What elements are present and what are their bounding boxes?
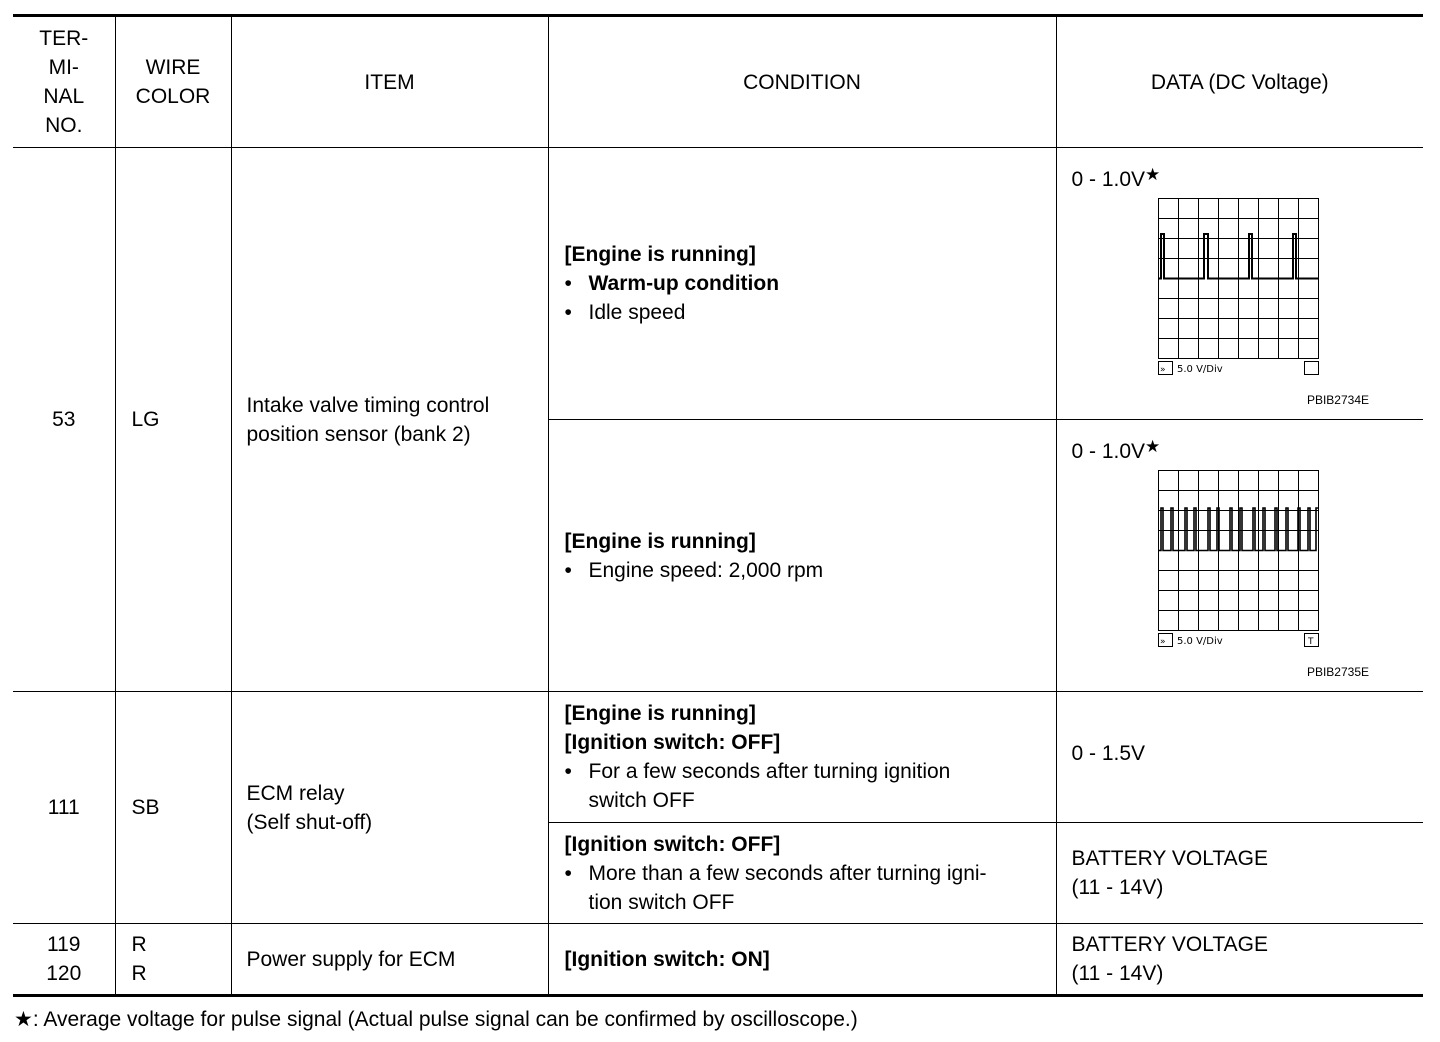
wire-color-cell: SB — [115, 692, 231, 924]
data-cell: 0 - 1.5V — [1056, 692, 1423, 823]
data-cell — [1056, 420, 1423, 692]
item-cell: Intake valve timing control position sensor (bank 2) — [231, 148, 548, 692]
terminal-cell: 53 — [13, 148, 115, 692]
footnote: ★: Average voltage for pulse signal (Actual pulse signal can be confirmed by oscilloscope.) — [14, 1008, 858, 1031]
condition-cell: [Ignition switch: ON] — [548, 924, 1056, 996]
condition-bullet: • Idle speed — [564, 301, 686, 324]
header-wire-color: WIRE COLOR — [115, 16, 231, 148]
item-cell: ECM relay (Self shut-off) — [231, 692, 548, 924]
condition-title: [Engine is running] — [564, 529, 756, 553]
star-icon: ★ — [14, 1008, 33, 1031]
table-row — [13, 692, 1423, 823]
wire-color-cell: LG — [115, 148, 231, 692]
header-row — [13, 16, 1423, 148]
condition-cell — [548, 420, 1056, 692]
data-cell — [1056, 148, 1423, 420]
data-cell: BATTERY VOLTAGE (11 - 14V) — [1056, 924, 1423, 996]
condition-cell — [548, 148, 1056, 420]
star-icon: ★ — [1145, 165, 1161, 184]
condition-cell — [548, 823, 1056, 924]
table-row — [13, 148, 1423, 420]
condition-title: [Ignition switch: OFF] — [564, 731, 781, 754]
condition-bullet: • More than a few seconds after turning igni- tion switch OFF — [564, 861, 987, 914]
scope-scale: 5.0 V/Div — [1176, 364, 1223, 375]
terminal-cell: 119 120 — [13, 924, 115, 996]
ecm-terminal-table — [13, 14, 1423, 997]
condition-bullet: • Engine speed: 2,000 rpm — [564, 558, 824, 582]
condition-cell — [548, 692, 1056, 823]
figure-code: PBIB2734E — [1306, 393, 1369, 407]
svg-text:»: » — [1159, 637, 1166, 647]
voltage-value: 0 - 1.0V★ — [1071, 437, 1161, 463]
terminal-cell: 111 — [13, 692, 115, 924]
condition-title: [Engine is running] — [564, 702, 756, 725]
data-cell: BATTERY VOLTAGE (11 - 14V) — [1056, 823, 1423, 924]
oscilloscope-waveform-2000rpm — [1158, 470, 1320, 650]
table-row — [13, 924, 1423, 996]
header-terminal-no: TER- MI- NAL NO. — [13, 16, 115, 148]
header-item: ITEM — [231, 16, 548, 148]
header-condition: CONDITION — [548, 16, 1056, 148]
condition-title: [Ignition switch: OFF] — [564, 832, 781, 856]
condition-bullet: • For a few seconds after turning ignition switch OFF — [564, 760, 951, 812]
svg-text:T: T — [1307, 637, 1313, 647]
item-cell: Power supply for ECM — [231, 924, 548, 996]
star-icon: ★ — [1145, 437, 1161, 456]
condition-bullet: • Warm-up condition — [564, 272, 780, 295]
svg-text:»: » — [1159, 365, 1166, 375]
header-data: DATA (DC Voltage) — [1056, 16, 1423, 148]
voltage-value: 0 - 1.0V★ — [1071, 165, 1161, 191]
oscilloscope-waveform-idle — [1158, 198, 1320, 378]
condition-title: [Engine is running] — [564, 243, 756, 266]
scope-scale: 5.0 V/Div — [1176, 636, 1223, 647]
figure-code: PBIB2735E — [1306, 665, 1369, 679]
wire-color-cell: R R — [115, 924, 231, 996]
